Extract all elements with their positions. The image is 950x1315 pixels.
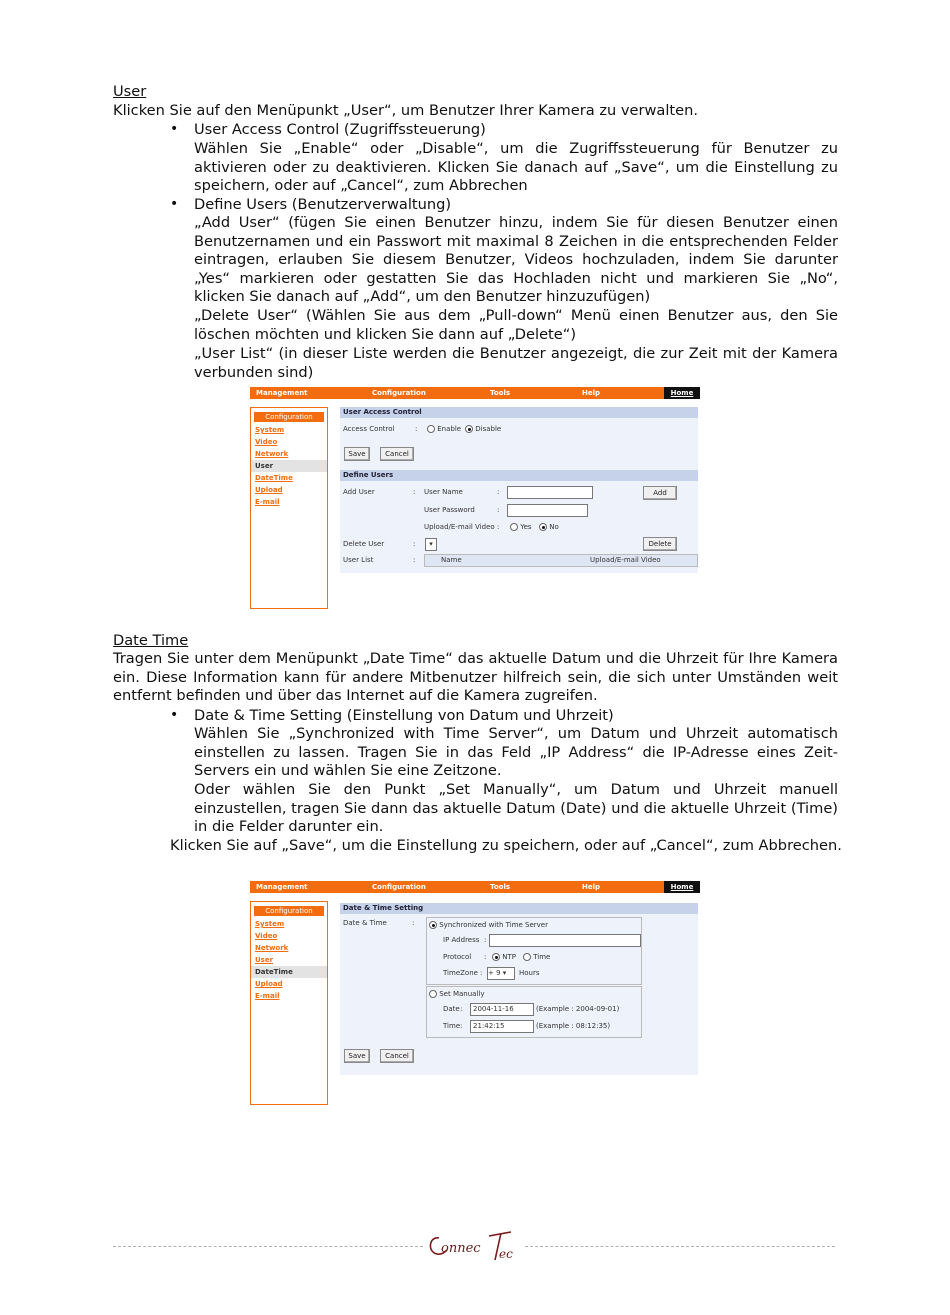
sidebar-item-system[interactable]: System [255, 426, 285, 434]
dt-sync-description: Wählen Sie „Synchronized with Time Server“, um Datum und Uhrzeit automatisch einstellen zu lassen. Tragen Sie in das Feld „IP Address“ die IP-Adresse eines Zeit-Servers ein und wählen Sie eine Zeitzone. [194, 725, 838, 780]
chevron-down-icon: ▾ [429, 540, 433, 548]
datetime-config-screenshot [250, 881, 700, 1107]
upload-video-label: Upload/E-mail Video [424, 523, 495, 531]
sidebar-header: Configuration [254, 412, 324, 422]
colon: : [497, 506, 500, 514]
delete-button[interactable]: Delete [643, 537, 677, 551]
datetime-intro: Tragen Sie unter dem Menüpunkt „Date Time“ das aktuelle Datum und die Uhrzeit für Ihre Kamera ein. Diese Information kann für andere Mitbenutzer hilfreich sein, die sich unter Umständen weit entfernt befinden und über das Internet auf die Kamera zugreifen. [113, 650, 838, 705]
upload-no-option[interactable] [539, 523, 559, 531]
disable-label: Disable [475, 425, 502, 433]
protocol-label: Protocol [443, 953, 472, 961]
user-name-label: User Name [424, 488, 463, 496]
nav-home[interactable]: Home [664, 387, 700, 399]
enable-option[interactable] [427, 425, 461, 433]
config-sidebar [250, 901, 328, 1105]
colon: : [415, 425, 418, 433]
sync-label: Synchronized with Time Server [439, 921, 548, 929]
yes-label: Yes [520, 523, 532, 531]
colon: : [413, 540, 416, 548]
nav-tools[interactable]: Tools [490, 389, 511, 397]
top-nav-bar [250, 881, 700, 893]
connectec-logo [425, 1228, 523, 1268]
sidebar-item-video[interactable]: Video [255, 438, 278, 446]
nav-help[interactable]: Help [582, 389, 601, 397]
user-config-screenshot [250, 387, 700, 613]
top-nav-bar [250, 387, 700, 399]
enable-radio[interactable] [427, 425, 435, 433]
logo-graphic [425, 1228, 523, 1268]
uac-bullet-body: Wählen Sie „Enable“ oder „Disable“, um die Zugriffssteuerung für Benutzer zu aktivieren oder zu deaktivieren. Klicken Sie danach auf „Save“, um die Einstellung zu speichern, oder auf „Cancel“, zum Abbrechen [194, 140, 838, 195]
ntp-radio[interactable] [492, 953, 500, 961]
col-name-header: Name [441, 556, 462, 564]
colon: : [413, 488, 416, 496]
bullet-icon: • [170, 707, 179, 723]
ip-address-input[interactable] [489, 934, 641, 947]
date-label: Date [443, 1005, 460, 1013]
time-radio[interactable] [523, 953, 531, 961]
colon: : [460, 1022, 463, 1030]
nav-help[interactable]: Help [582, 883, 601, 891]
user-heading: User [113, 83, 147, 100]
user-name-input[interactable] [507, 486, 593, 499]
datetime-heading: Date Time [113, 632, 189, 649]
colon: : [484, 936, 487, 944]
sidebar-item-video[interactable]: Video [255, 932, 278, 940]
colon: : [480, 969, 483, 977]
dt-section-title: Date & Time Setting [340, 903, 698, 914]
sidebar-item-datetime[interactable]: DateTime [251, 966, 327, 978]
sidebar-header: Configuration [254, 906, 324, 916]
chevron-down-icon: ▾ [502, 969, 507, 977]
add-user-label: Add User [343, 488, 375, 496]
timezone-label: TimeZone [443, 969, 478, 977]
time-protocol-label: Time [533, 953, 551, 961]
enable-label: Enable [437, 425, 462, 433]
no-label: No [549, 523, 559, 531]
no-radio[interactable] [539, 523, 547, 531]
sidebar-item-email[interactable]: E-mail [255, 498, 280, 506]
time-label: Time [443, 1022, 461, 1030]
user-intro: Klicken Sie auf den Menüpunkt „User“, um Benutzer Ihrer Kamera zu verwalten. [113, 102, 699, 119]
nav-management[interactable]: Management [256, 883, 308, 891]
col-upload-header: Upload/E-mail Video [590, 556, 661, 564]
define-users-title: Define Users [340, 470, 698, 481]
datetime-content-panel [340, 903, 698, 1075]
sidebar-item-network[interactable]: Network [255, 450, 289, 458]
sidebar-item-user[interactable]: User [255, 956, 274, 964]
nav-configuration[interactable]: Configuration [372, 389, 426, 397]
config-sidebar [250, 407, 328, 609]
footer-divider-left [113, 1246, 423, 1247]
time-protocol-option[interactable] [523, 953, 550, 961]
sync-group-box [426, 917, 642, 985]
timezone-select[interactable] [487, 967, 515, 980]
disable-option[interactable] [465, 425, 501, 433]
uac-bullet-title: User Access Control (Zugriffssteuerung) [194, 121, 486, 138]
user-content-panel [340, 407, 698, 573]
disable-radio[interactable] [465, 425, 473, 433]
delete-user-description: „Delete User“ (Wählen Sie aus dem „Pull-down“ Menü einen Benutzer aus, den Sie löschen möchten und klicken Sie dann auf „Delete“) [194, 307, 838, 343]
ip-address-label: IP Address [443, 936, 480, 944]
colon: : [412, 919, 415, 927]
set-manually-label: Set Manually [439, 990, 485, 998]
uac-section-title: User Access Control [340, 407, 698, 418]
sidebar-item-network[interactable]: Network [255, 944, 289, 952]
upload-yes-option[interactable] [510, 523, 532, 531]
colon: : [460, 1005, 463, 1013]
time-example: (Example : 08:12:35) [536, 1022, 611, 1030]
user-password-input[interactable] [507, 504, 588, 517]
footer-divider-right [525, 1246, 835, 1247]
time-input[interactable]: 21:42:15 [470, 1020, 534, 1033]
dt-cancel-button[interactable]: Cancel [380, 1049, 414, 1063]
dt-save-button[interactable]: Save [344, 1049, 370, 1063]
nav-configuration[interactable]: Configuration [372, 883, 426, 891]
sidebar-item-upload[interactable]: Upload [255, 486, 283, 494]
sidebar-item-user[interactable]: User [251, 460, 327, 472]
add-button[interactable]: Add [643, 486, 677, 500]
hours-label: Hours [519, 969, 540, 977]
sidebar-item-system[interactable]: System [255, 920, 285, 928]
colon: : [497, 523, 500, 531]
set-manually-radio[interactable] [429, 990, 437, 998]
dt-closing-text: Klicken Sie auf „Save“, um die Einstellung zu speichern, oder auf „Cancel“, zum Abbrechen. [170, 837, 842, 854]
colon: : [413, 556, 416, 564]
uac-save-button[interactable]: Save [344, 447, 370, 461]
date-input[interactable]: 2004-11-16 [470, 1003, 534, 1016]
nav-management[interactable]: Management [256, 389, 308, 397]
access-control-label: Access Control [343, 425, 395, 433]
bullet-icon: • [170, 196, 179, 212]
ntp-label: NTP [502, 953, 516, 961]
user-list-description: „User List“ (in dieser Liste werden die Benutzer angezeigt, die zur Zeit mit der Kamera verbunden sind) [194, 345, 838, 381]
dt-manual-description: Oder wählen Sie den Punkt „Set Manually“, um Datum und Uhrzeit manuell einzustellen, tragen Sie dann das aktuelle Datum (Date) und die aktuelle Uhrzeit (Time) in die Felder darunter ein. [194, 781, 838, 836]
sync-radio[interactable] [429, 921, 437, 929]
sidebar-item-upload[interactable]: Upload [255, 980, 283, 988]
delete-user-label: Delete User [343, 540, 385, 548]
colon: : [497, 488, 500, 496]
date-time-label: Date & Time [343, 919, 387, 927]
dt-bullet-title: Date & Time Setting (Einstellung von Datum und Uhrzeit) [194, 707, 614, 724]
user-password-label: User Password [424, 506, 475, 514]
user-list-table [424, 554, 698, 567]
bullet-icon: • [170, 121, 179, 137]
sync-option[interactable] [429, 921, 548, 929]
delete-user-dropdown[interactable] [425, 538, 437, 551]
uac-cancel-button[interactable]: Cancel [380, 447, 414, 461]
nav-home[interactable]: Home [664, 881, 700, 893]
user-list-label: User List [343, 556, 374, 564]
nav-tools[interactable]: Tools [490, 883, 511, 891]
manual-group-box [426, 986, 642, 1038]
define-users-bullet-title: Define Users (Benutzerverwaltung) [194, 196, 452, 213]
set-manually-option[interactable] [429, 990, 484, 998]
date-example: (Example : 2004-09-01) [536, 1005, 620, 1013]
sidebar-item-datetime[interactable]: DateTime [255, 474, 293, 482]
sidebar-item-email[interactable]: E-mail [255, 992, 280, 1000]
yes-radio[interactable] [510, 523, 518, 531]
ntp-option[interactable] [492, 953, 516, 961]
svg-text:ec: ec [499, 1247, 513, 1261]
colon: : [484, 953, 487, 961]
add-user-description: „Add User“ (fügen Sie einen Benutzer hinzu, indem Sie für diesen Benutzer einen Benutzernamen und ein Passwort mit maximal 8 Zeichen in die entsprechenden Felder eintragen, erlauben Sie diesem Benutzer, Videos hochzuladen, indem Sie darunter „Yes“ markieren oder gestatten Sie das Hochladen nicht und markieren Sie „No“, klicken Sie danach auf „Add“, um den Benutzer hinzuzufügen) [194, 214, 838, 306]
timezone-value: + 9 [488, 969, 501, 977]
svg-text:onnec: onnec [441, 1241, 481, 1256]
